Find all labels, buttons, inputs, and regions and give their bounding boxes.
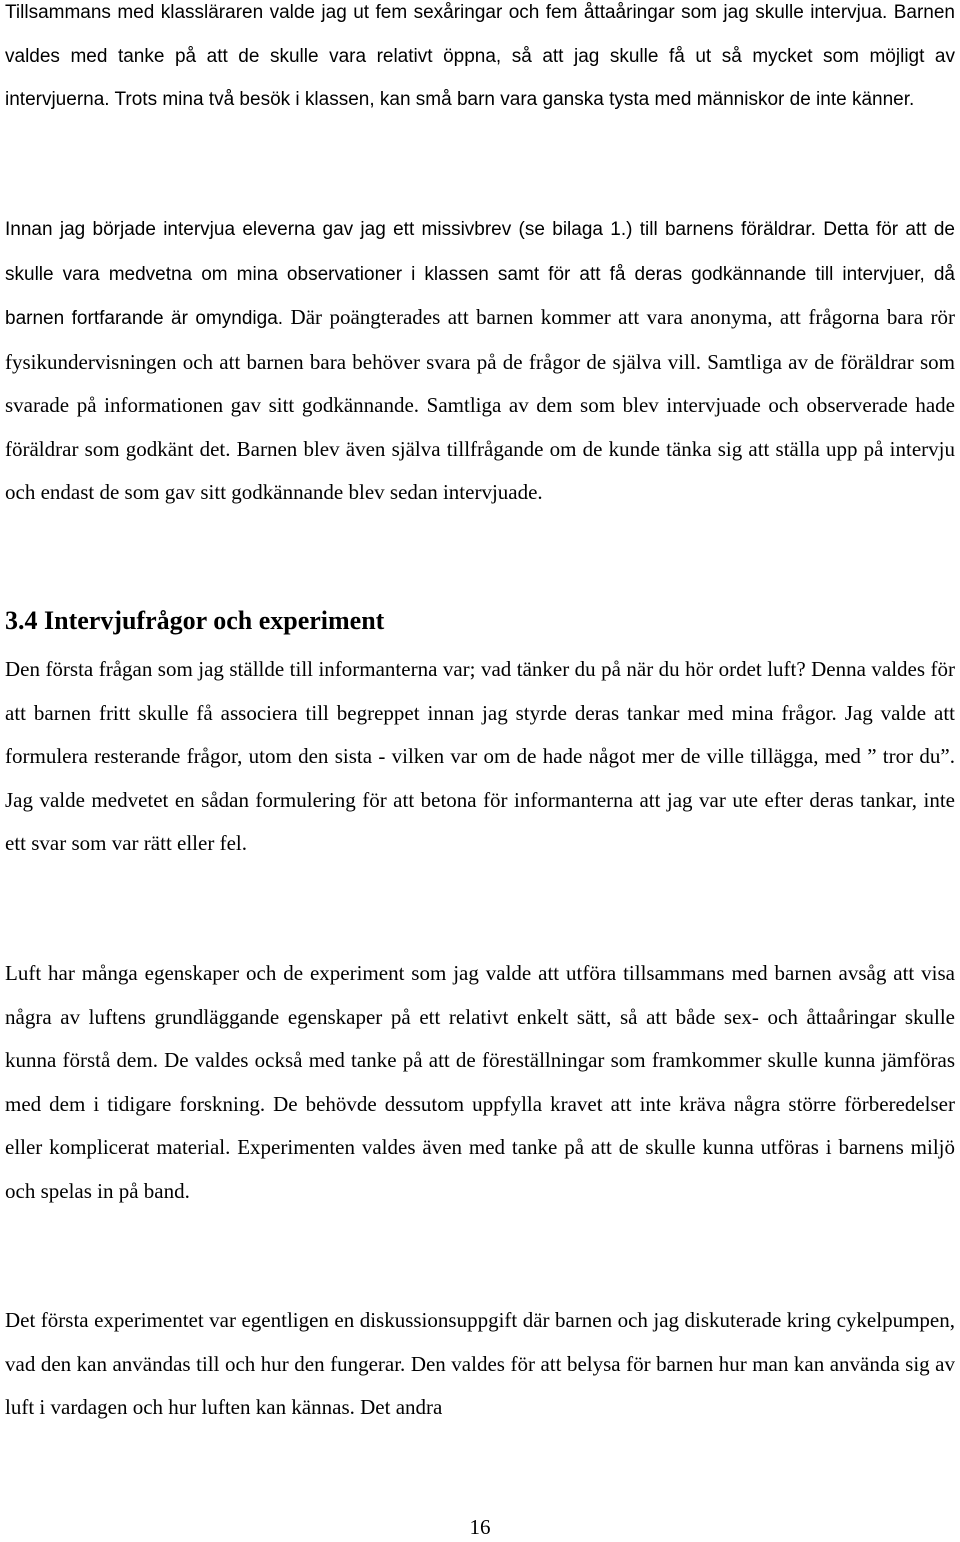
section-heading: 3.4 Intervjufrågor och experiment xyxy=(5,606,385,635)
paragraph-interview-questions: Den första frågan som jag ställde till informanterna var; vad tänker du på när du hör ordet luft? Denna valdes för att barnen fritt skulle få associera till begreppet innan jag styrde deras tankar med mina frågor. Jag valde att formulera resterande frågor, utom den sista - vilken var om de hade något mer de ville tillägga, med ” tror du”. Jag valde medvetet en sådan formulering för att betona för informanterna att jag var ute efter deras tankar, inte ett svar som var rätt eller fel. xyxy=(5,657,955,855)
paragraph-text-children-asked: Barnen blev även själva tillfrågande om de kunde tänka sig att ställa upp på intervju och endast de som gav sitt godkännande blev sedan intervjuade. xyxy=(5,436,955,504)
paragraph-text-sans: Innan jag började intervjua eleverna gav jag ett missivbrev (se bilaga 1.) till barnens föräldrar. Detta för att de skulle vara medvetna om mina observationer i klassen samt för att få deras godkännande till intervjuer, då barnen fortfarande är omyndiga. xyxy=(5,219,955,329)
paragraph-text-anonymity: Där poängterades att barnen kommer att vara anonyma, att frågorna bara rör fysikundervisningen och att barnen bara behöver svara på de frågor de själva vill. xyxy=(5,305,956,374)
paragraph-text: Tillsammans med klassläraren valde jag ut fem sexåringar och fem åttaåringar som jag skulle intervjua. Barnen valdes med tanke på att de skulle vara relativt öppna, så att jag skulle få ut så mycket som möjligt av intervjuerna. Trots mina två besök i klassen, kan små barn vara ganska tysta med människor de inte känner. xyxy=(5,2,955,110)
paragraph-text-parents-approval: Samtliga av de föräldrar som svarade på informationen gav sitt godkännande. xyxy=(5,349,956,417)
paragraph-consent-letter xyxy=(5,207,955,515)
paragraph-text-interviewed-approval: Samtliga av dem som blev intervjuade och observerade hade föräldrar som godkänt det. xyxy=(5,393,955,461)
paragraph-experiments: Luft har många egenskaper och de experiment som jag valde att utföra tillsammans med barnen avsåg att visa några av luftens grundläggande egenskaper på ett relativt enkelt sätt, så att både sex- och åttaåringar skulle kunna förstå dem. De valdes också med tanke på att de föreställningar som framkommer skulle kunna jämföras med dem i tidigare forskning. De behövde dessutom uppfylla kravet att inte kräva några större förberedelser eller komplicerat material. Experimenten valdes även med tanke på att de skulle kunna utföras i barnens miljö och spelas in på band. xyxy=(5,961,955,1203)
paragraph-interview-selection xyxy=(5,0,955,122)
paragraph-first-experiment: Det första experimentet var egentligen en diskussionsuppgift där barnen och jag diskuterade kring cykelpumpen, vad den kan användas till och hur den fungerar. Den valdes för att belysa för barnen hur man kan använda sig av luft i vardagen och hur luften kan kännas. Det andra xyxy=(5,1308,955,1419)
page-number: 16 xyxy=(469,1515,491,1539)
